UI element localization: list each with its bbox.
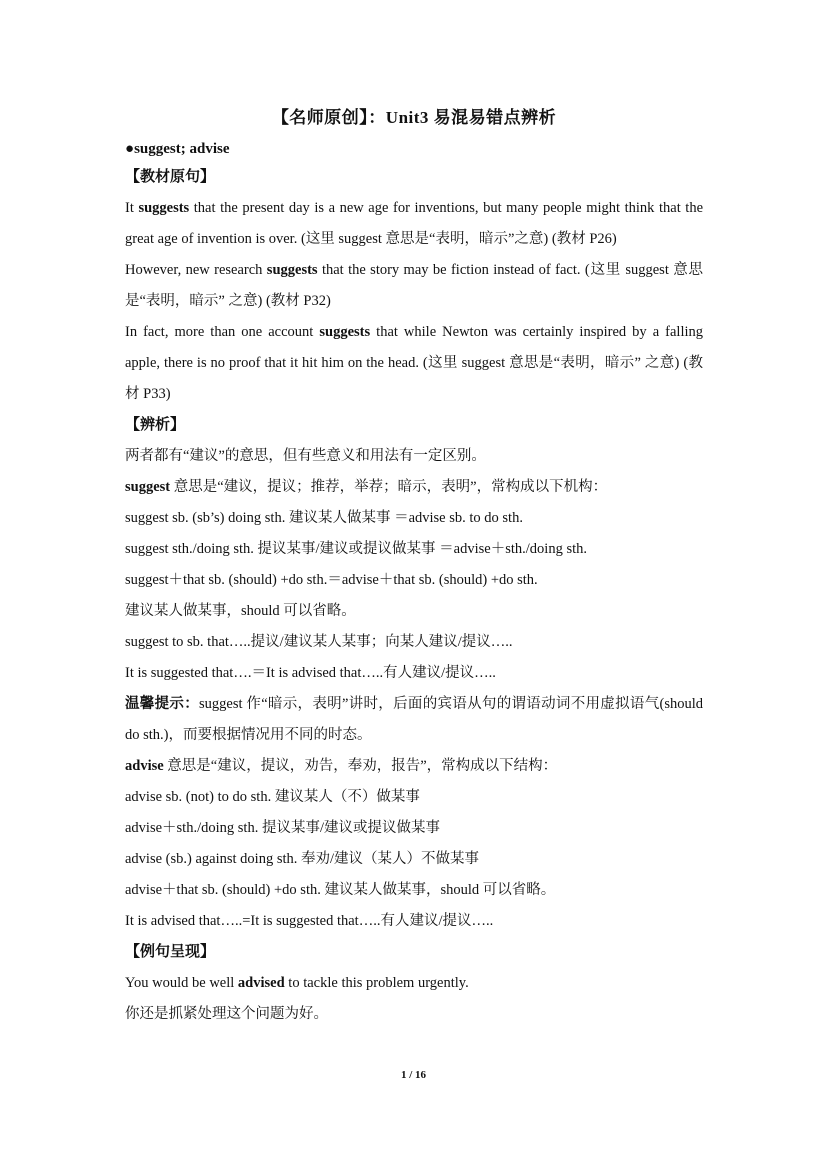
page-title: 【名师原创】：Unit3 易混易错点辨析 [271, 108, 557, 127]
page-number: 1 / 16 [400, 1069, 427, 1081]
keyword: advise [125, 758, 164, 774]
advise-usage-line: advise (sb.) against doing sth. 奉劝/建议（某人）不做某事 [125, 851, 480, 867]
suggest-definition [125, 472, 703, 503]
keyword: suggest [125, 479, 171, 495]
bullet-icon: ● [125, 141, 135, 157]
section-heading-text: suggest; advise [134, 141, 230, 157]
advise-usage-line: advise＋that sb. (should) +do sth. 建议某人做某事，should 可以省略。 [125, 882, 556, 898]
definition-text: 意思是“建议，提议，劝告，奉劝，报告”，常构成以下结构： [163, 758, 558, 774]
original-sentence-2 [125, 255, 703, 317]
sentence-text: However, new research [125, 262, 267, 278]
advise-definition [125, 751, 703, 782]
suggest-usage-line: It is suggested that….＝It is advised that…..有人建议/提议….. [125, 665, 496, 681]
definition-text: 意思是“建议，提议；推荐，举荐；暗示，表明”，常构成以下机构： [170, 479, 608, 495]
original-sentence-3 [125, 317, 703, 410]
keyword: suggests [319, 324, 371, 340]
analysis-intro: 两者都有“建议”的意思，但有些意义和用法有一定区别。 [125, 448, 486, 464]
keyword: suggests [266, 262, 318, 278]
example-sentence [125, 968, 703, 999]
sentence-text: that the present day is a new age for inventions, but many people might think that the great age of invention is over. (这里 suggest 意思是“表明，暗示”之意) (教材 P26) [125, 200, 704, 247]
original-sentence-1 [125, 193, 703, 255]
keyword: advised [237, 975, 285, 991]
sentence-text: that the story may be fiction instead of fact. (这里 suggest 意思是“表明，暗示” 之意) (教材 P32) [125, 262, 703, 309]
sentence-text: to tackle this problem urgently. [284, 975, 469, 991]
page-content [125, 104, 703, 1030]
advise-usage-line: advise＋sth./doing sth. 提议某事/建议或提议做某事 [125, 820, 440, 836]
tip-paragraph [125, 689, 703, 751]
sentence-text: It [125, 200, 139, 216]
suggest-usage-line: suggest sth./doing sth. 提议某事/建议或提议做某事 ＝advise＋sth./doing sth. [125, 541, 587, 557]
sentence-text: In fact, more than one account [125, 324, 320, 340]
header-original: 【教材原句】 [125, 169, 216, 185]
example-translation: 你还是抓紧处理这个问题为好。 [125, 1006, 328, 1022]
section-heading [125, 136, 703, 162]
advise-usage-line: It is advised that…..=It is suggested that…..有人建议/提议….. [125, 913, 494, 929]
tip-label: 温馨提示： [125, 696, 199, 712]
sentence-text: You would be well [125, 975, 238, 991]
sentence-text: that while Newton was certainly inspired by a falling apple, there is no proof that it hit him on the head. (这里 suggest 意思是“表明，暗示” 之意) (教材 P33) [125, 324, 704, 402]
advise-usage-line: advise sb. (not) to do sth. 建议某人（不）做某事 [125, 789, 420, 805]
keyword: suggests [138, 200, 190, 216]
header-analysis: 【辨析】 [125, 417, 186, 433]
suggest-usage-line: suggest＋that sb. (should) +do sth.＝advise＋that sb. (should) +do sth. [125, 572, 538, 588]
tip-text: suggest 作“暗示，表明”讲时，后面的宾语从句的谓语动词不用虚拟语气(should do sth.)，而要根据情况用不同的时态。 [125, 696, 703, 743]
header-examples: 【例句呈现】 [125, 944, 216, 960]
suggest-usage-line: 建议某人做某事，should 可以省略。 [125, 603, 356, 619]
suggest-usage-line: suggest sb. (sb’s) doing sth. 建议某人做某事 ＝advise sb. to do sth. [125, 510, 523, 526]
suggest-usage-line: suggest to sb. that…..提议/建议某人某事；向某人建议/提议….. [125, 634, 513, 650]
